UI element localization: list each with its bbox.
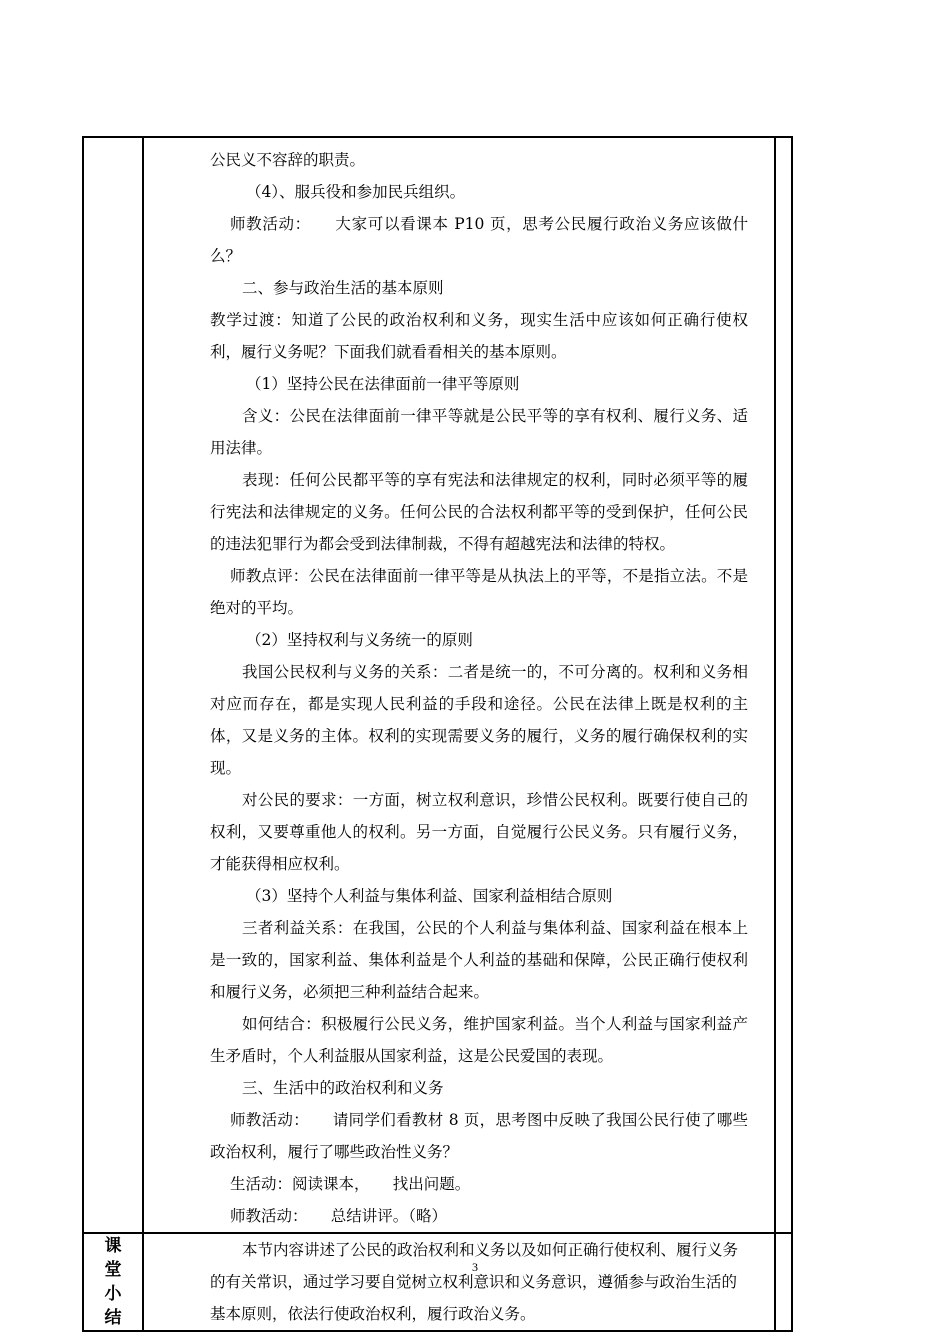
content-paragraph: 如何结合：积极履行公民义务，维护国家利益。当个人利益与国家利益产生矛盾时，个人利益服从国家利益，这是公民爱国的表现。 xyxy=(210,1015,748,1065)
content-paragraph: 三、生活中的政治权利和义务 xyxy=(242,1079,444,1097)
lesson-content-cell xyxy=(143,137,775,1233)
content-paragraph: 公民义不容辞的职责。 xyxy=(210,151,366,169)
lesson-plan-table xyxy=(82,136,793,1332)
content-paragraph: 教学过渡：知道了公民的政治权利和义务，现实生活中应该如何正确行使权利，履行义务呢？下面我们就看看相关的基本原则。 xyxy=(210,311,748,361)
content-paragraph: 师教活动： 请同学们看教材 8 页，思考图中反映了我国公民行使了哪些政治权利，履行了哪些政治性义务？ xyxy=(210,1111,748,1161)
lesson-content xyxy=(144,138,774,1232)
content-paragraph: （2）坚持权利与义务统一的原则 xyxy=(246,631,473,649)
content-paragraph: 师教活动： 大家可以看课本 P10 页，思考公民履行政治义务应该做什么？ xyxy=(210,215,748,265)
content-paragraph: 表现：任何公民都平等的享有宪法和法律规定的权利，同时必须平等的履行宪法和法律规定的义务。任何公民的合法权利都平等的受到保护，任何公民的违法犯罪行为都会受到法律制裁，不得有超越宪法和法律的特权。 xyxy=(210,471,748,553)
summary-content-cell xyxy=(143,1233,775,1331)
content-paragraph: 师教活动： 总结讲评。（略） xyxy=(230,1207,448,1225)
side-cell xyxy=(775,1233,792,1331)
content-paragraph: 生活动：阅读课本， 找出问题。 xyxy=(230,1175,471,1193)
summary-label-char: 小 xyxy=(104,1284,122,1304)
summary-label xyxy=(83,1233,143,1331)
content-paragraph: 对公民的要求：一方面，树立权利意识，珍惜公民权利。既要行使自己的权利，又要尊重他人的权利。另一方面，自觉履行公民义务。只有履行义务，才能获得相应权利。 xyxy=(210,791,748,873)
content-paragraph: 含义：公民在法律面前一律平等就是公民平等的享有权利、履行义务、适用法律。 xyxy=(210,407,748,457)
summary-text: 本节内容讲述了公民的政治权利和义务以及如何正确行使权利、履行义务的有关常识，通过学习要自觉树立权利意识和义务意识，遵循参与政治生活的基本原则，依法行使政治权利，履行政治义务。 xyxy=(210,1241,739,1323)
content-paragraph: 师教点评：公民在法律面前一律平等是从执法上的平等，不是指立法。不是绝对的平均。 xyxy=(210,567,748,617)
content-paragraph: （1）坚持公民在法律面前一律平等原则 xyxy=(246,375,520,393)
blank-label-cell xyxy=(83,137,143,1233)
content-paragraph: （3）坚持个人利益与集体利益、国家利益相结合原则 xyxy=(246,887,613,905)
summary-label-char: 课 xyxy=(104,1236,122,1256)
content-paragraph: 三者利益关系：在我国，公民的个人利益与集体利益、国家利益在根本上是一致的，国家利益、集体利益是个人利益的基础和保障，公民正确行使权利和履行义务，必须把三种利益结合起来。 xyxy=(210,919,748,1001)
summary-label-char: 堂 xyxy=(104,1260,122,1280)
content-paragraph: 我国公民权利与义务的关系：二者是统一的，不可分离的。权利和义务相对应而存在，都是实现人民利益的手段和途径。公民在法律上既是权利的主体，又是义务的主体。权利的实现需要义务的履行，义务的履行确保权利的实现。 xyxy=(210,663,748,777)
summary-label-char: 结 xyxy=(104,1308,122,1328)
side-cell xyxy=(775,137,792,1233)
content-paragraph: 二、参与政治生活的基本原则 xyxy=(242,279,444,297)
content-paragraph: （4）、服兵役和参加民兵组织。 xyxy=(246,183,466,201)
page-number: 3 xyxy=(472,1260,478,1274)
